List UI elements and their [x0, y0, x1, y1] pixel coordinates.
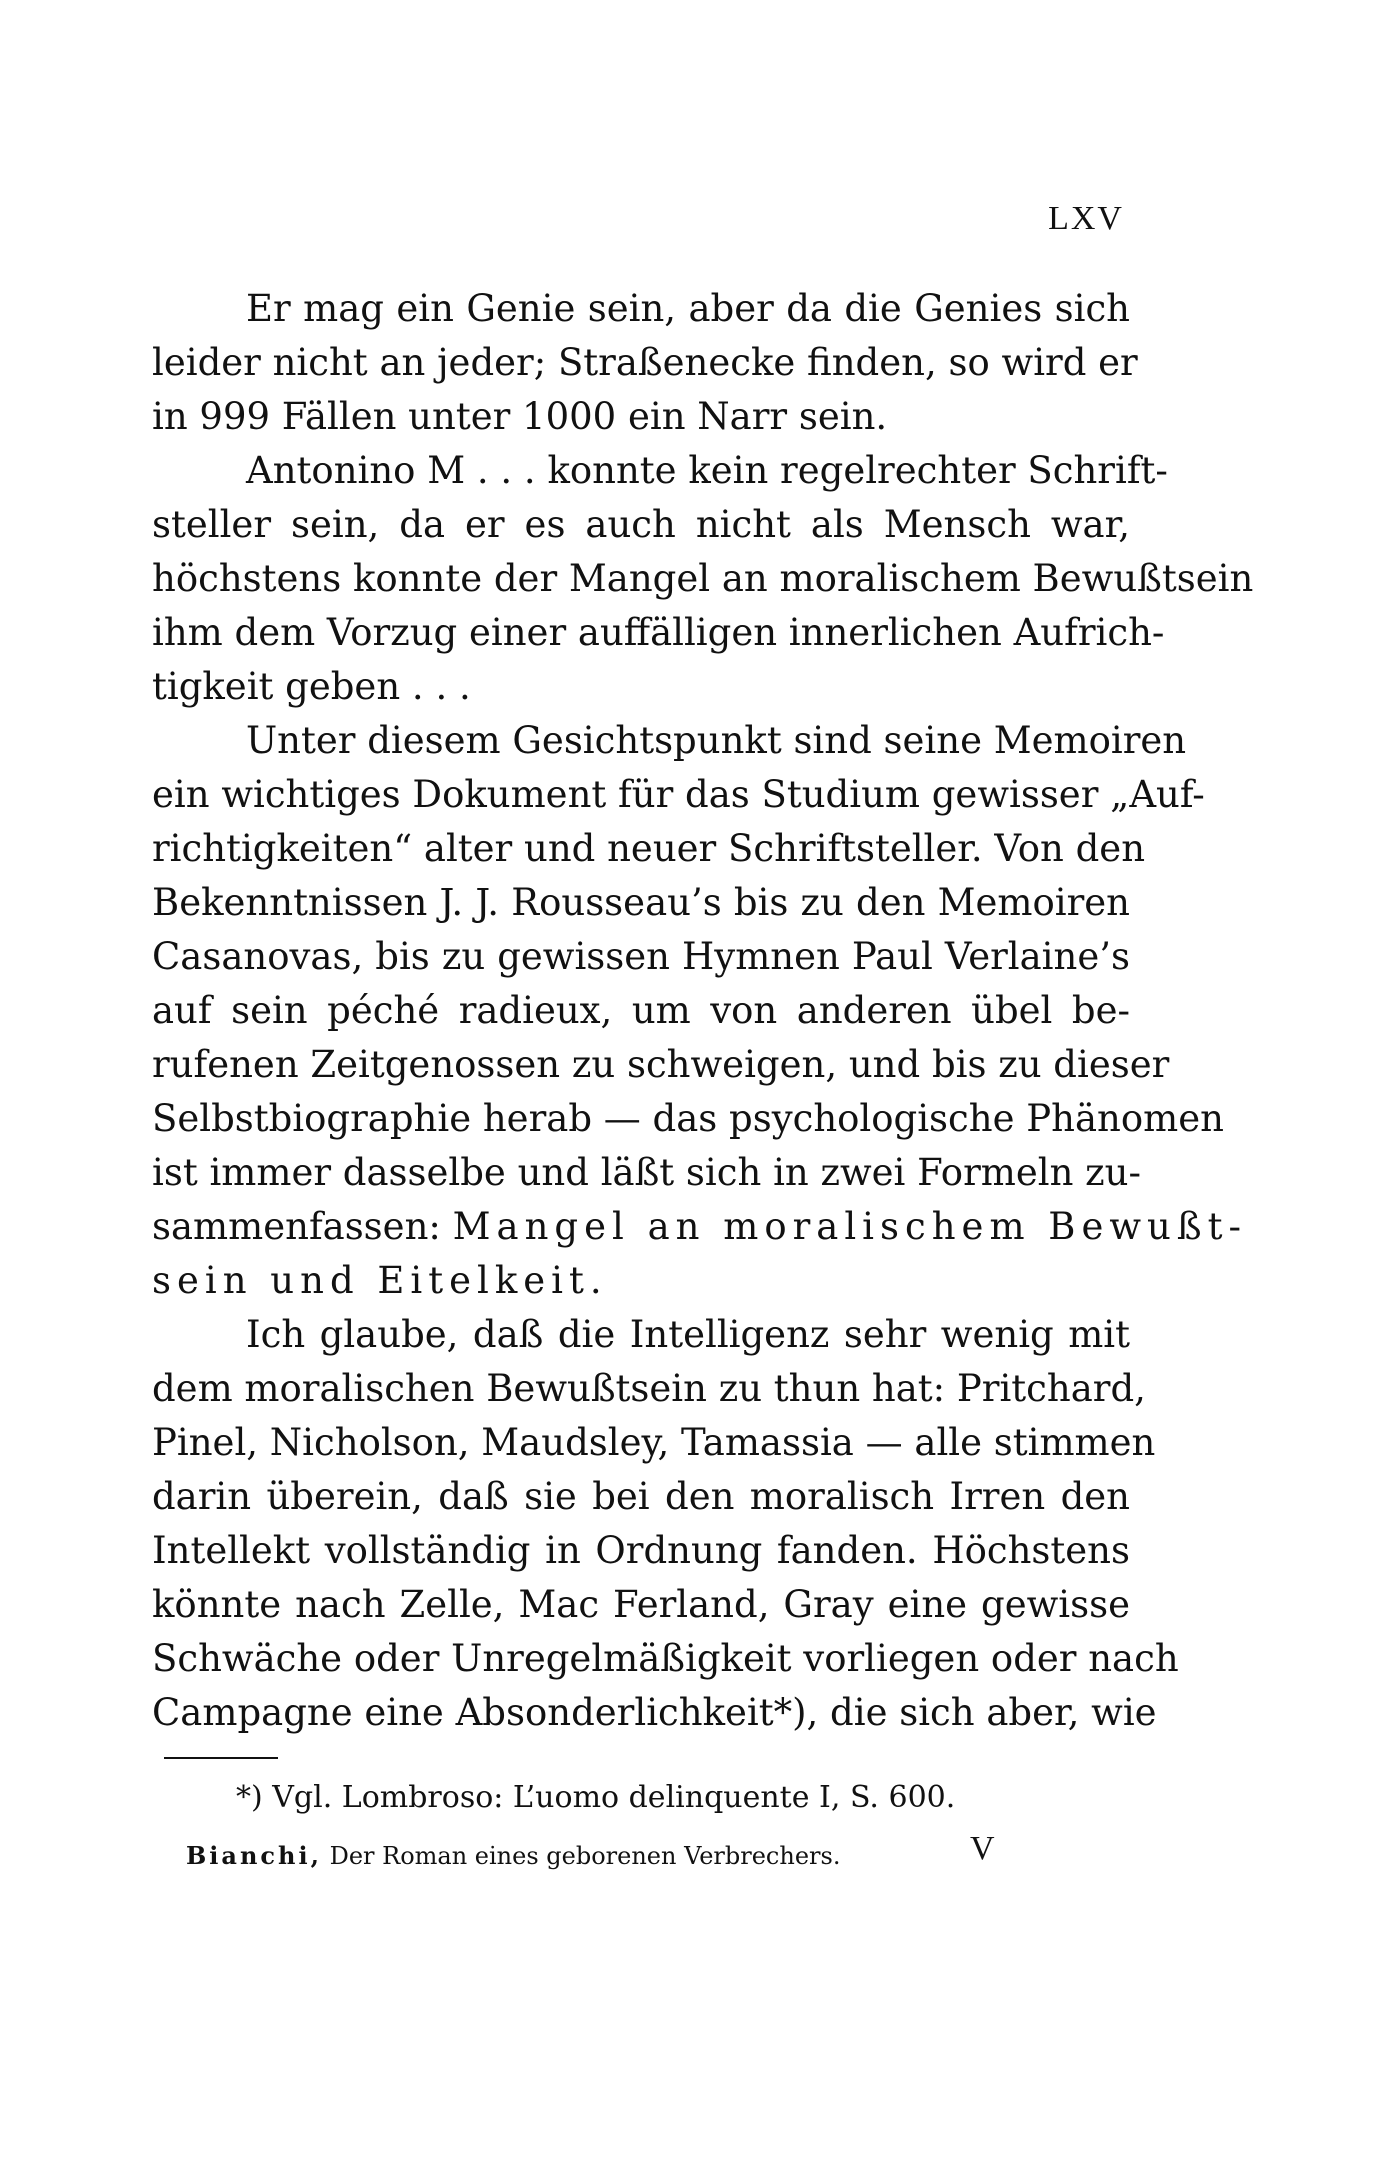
text-line: könnte nach Zelle, Mac Ferland, Gray eine gewisse [152, 1583, 1130, 1626]
spaced-emphasis: sein und Eitelkeit. [152, 1259, 608, 1302]
text-line: ihm dem Vorzug einer auffälligen innerlichen Aufrich- [152, 611, 1165, 654]
signature-line [186, 1838, 840, 1874]
text-segment: sammenfassen: [152, 1205, 441, 1248]
text-line: Selbstbiographie herab — das psychologische Phänomen [152, 1097, 1224, 1140]
text-line: Casanovas, bis zu gewissen Hymnen Paul Verlaine’s [152, 935, 1130, 978]
body-text [152, 282, 1254, 1740]
text-line: Er mag ein Genie sein, aber da die Genies sich [246, 287, 1130, 330]
footnote: *) Vgl. Lombroso: L’uomo delinquente I, S. 600. [236, 1780, 956, 1815]
text-line: rufenen Zeitgenossen zu schweigen, und bis zu dieser [152, 1043, 1170, 1086]
page-number: LXV [1048, 200, 1124, 237]
text-line-mixed [152, 1200, 1247, 1254]
spaced-emphasis: Mangel an moralischem Bewußt- [452, 1205, 1247, 1248]
text-line: Bekenntnissen J. J. Rousseau’s bis zu den Memoiren [152, 881, 1130, 924]
text-line: Ich glaube, daß die Intelligenz sehr wenig mit [246, 1313, 1130, 1356]
text-line: Campagne eine Absonderlichkeit*), die sich aber, wie [152, 1691, 1157, 1734]
text-line [152, 1254, 1130, 1308]
signature-title: Der Roman eines geborenen Verbrechers. [329, 1842, 841, 1870]
text-line: richtigkeiten“ alter und neuer Schriftsteller. Von den [152, 827, 1146, 870]
text-line: Unter diesem Gesichtspunkt sind seine Memoiren [246, 719, 1187, 762]
text-line: tigkeit geben . . . [152, 665, 471, 708]
text-line: ein wichtiges Dokument für das Studium gewisser „Auf- [152, 773, 1205, 816]
text-line: steller sein, da er es auch nicht als Mensch war, [152, 503, 1130, 546]
text-line: höchstens konnte der Mangel an moralischem Bewußtsein [152, 557, 1254, 600]
text-line: Intellekt vollständig in Ordnung fanden. Höchstens [152, 1529, 1130, 1572]
footnote-rule [164, 1757, 278, 1759]
text-line: in 999 Fällen unter 1000 ein Narr sein. [152, 395, 888, 438]
text-line: darin überein, daß sie bei den moralisch Irren den [152, 1475, 1130, 1518]
text-line: leider nicht an jeder; Straßenecke finden, so wird er [152, 341, 1138, 384]
text-line: Pinel, Nicholson, Maudsley, Tamassia — alle stimmen [152, 1421, 1156, 1464]
sheet-mark: V [970, 1830, 995, 1867]
text-line: ist immer dasselbe und läßt sich in zwei Formeln zu- [152, 1151, 1141, 1194]
text-line: auf sein péché radieux, um von anderen übel be- [152, 989, 1130, 1032]
signature-author: Bianchi, [186, 1841, 322, 1870]
text-line: dem moralischen Bewußtsein zu thun hat: Pritchard, [152, 1367, 1146, 1410]
text-line: Antonino M . . . konnte kein regelrechter Schrift- [246, 449, 1168, 492]
text-line: Schwäche oder Unregelmäßigkeit vorliegen oder nach [152, 1637, 1179, 1680]
